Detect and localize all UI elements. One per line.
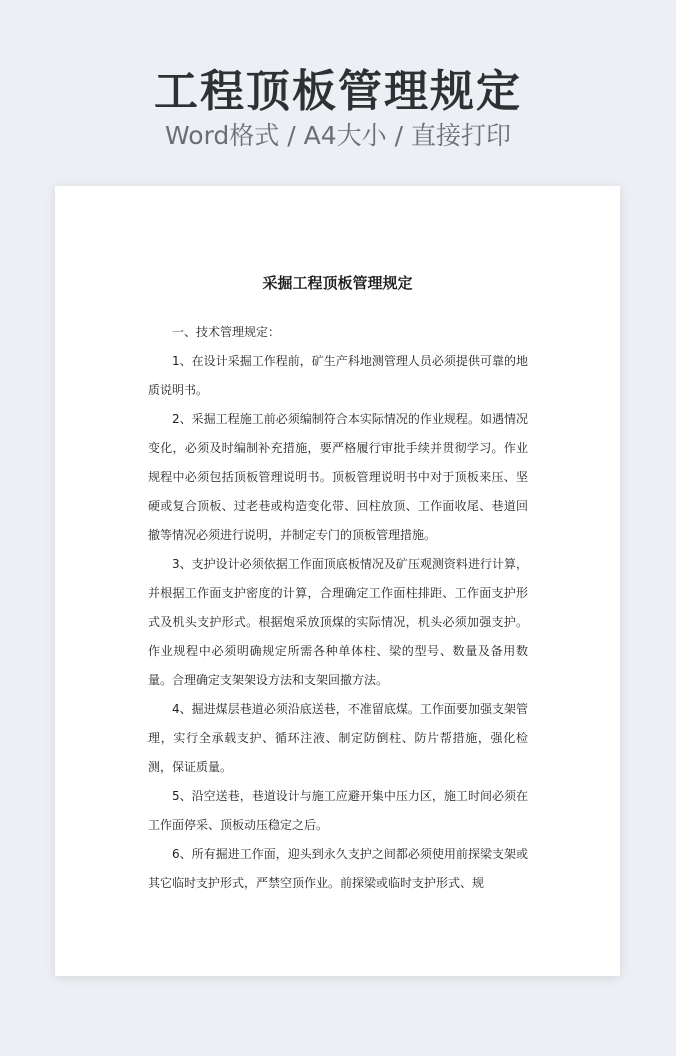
paragraph-1: 1、在设计采掘工作程前，矿生产科地测管理人员必须提供可靠的地质说明书。 xyxy=(148,354,528,397)
document-page xyxy=(55,186,620,976)
banner-header xyxy=(0,0,676,186)
paragraph-4: 4、掘进煤层巷道必须沿底送巷，不准留底煤。工作面要加强支架管理，实行全承载支护、循环注液、制定防倒柱、防片帮措施，强化检测，保证质量。 xyxy=(148,702,528,774)
section-heading-technical: 一、技术管理规定： xyxy=(172,325,281,339)
paragraph-3: 3、支护设计必须依据工作面顶底板情况及矿压观测资料进行计算，并根据工作面支护密度的计算，合理确定工作面柱排距、工作面支护形式及机头支护形式。根据炮采放顶煤的实际情况，机头必须加强支护。作业规程中必须明确规定所需各种单体柱、梁的型号、数量及备用数量。合理确定支架架设方法和支架回撤方法。 xyxy=(148,557,528,687)
document-body xyxy=(148,318,528,898)
document-title: 采掘工程顶板管理规定 xyxy=(262,274,413,292)
paragraph-2: 2、采掘工程施工前必须编制符合本实际情况的作业规程。如遇情况变化，必须及时编制补充措施，要严格履行审批手续并贯彻学习。作业规程中必须包括顶板管理说明书。顶板管理说明书中对于顶板来压、坚硬或复合顶板、过老巷或构造变化带、回柱放顶、工作面收尾、巷道回撤等情况必须进行说明，并制定专门的顶板管理措施。 xyxy=(148,412,528,542)
paragraph-5: 5、沿空送巷，巷道设计与施工应避开集中压力区，施工时间必须在工作面停采、顶板动压稳定之后。 xyxy=(148,789,528,832)
paragraph-6: 6、所有掘进工作面，迎头到永久支护之间都必须使用前探梁支架或其它临时支护形式，严禁空顶作业。前探梁或临时支护形式、规 xyxy=(148,847,528,890)
banner-title: 工程顶板管理规定 xyxy=(154,66,522,117)
banner-subtitle: Word格式 / A4大小 / 直接打印 xyxy=(165,121,511,150)
